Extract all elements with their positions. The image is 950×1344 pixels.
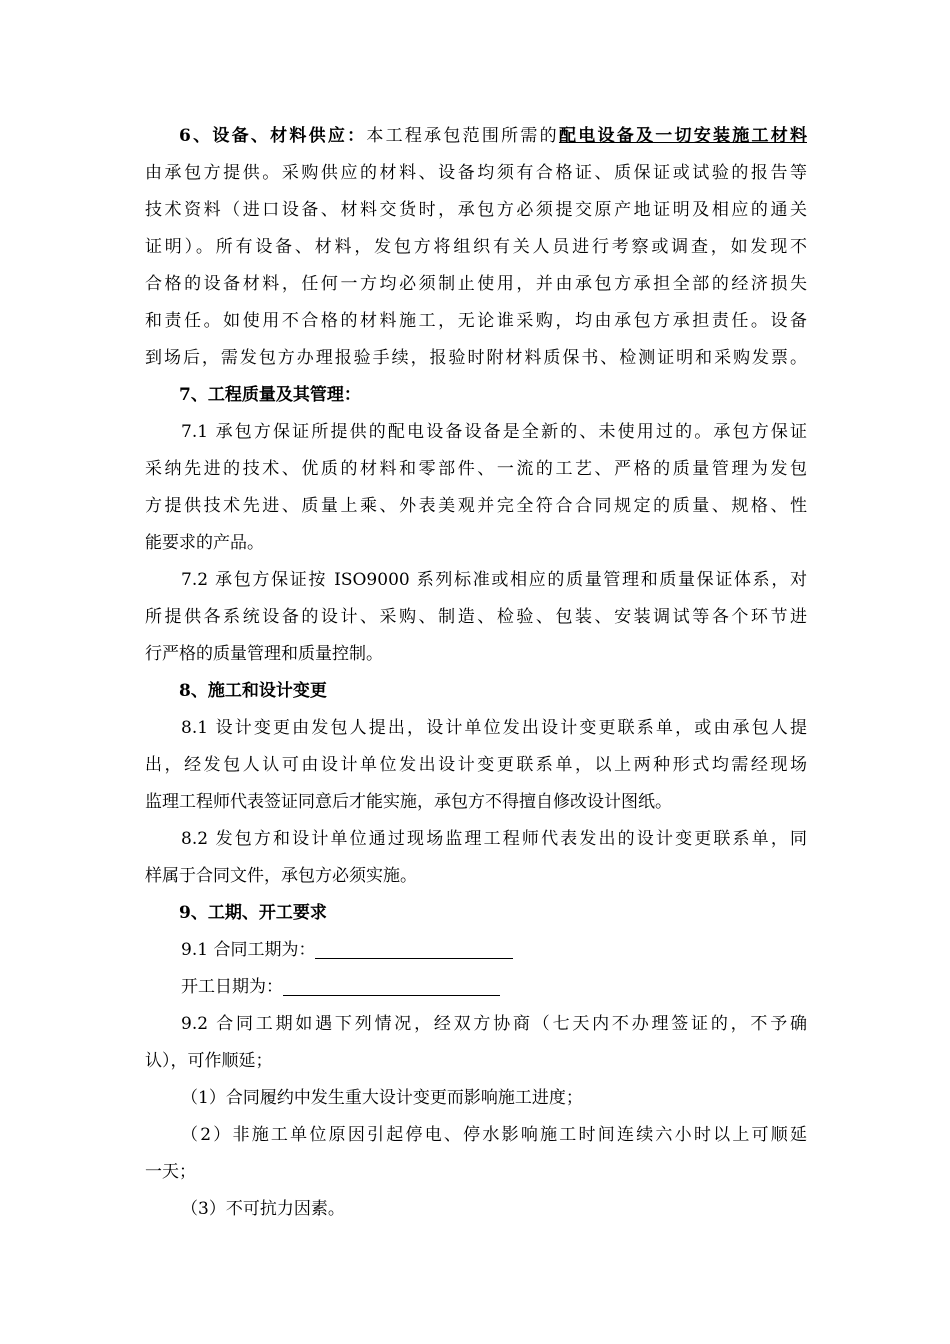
delay-condition-item: （3）不可抗力因素。 [181, 1199, 345, 1219]
sec7-p2-line: 行严格的质量管理和质量控制。 [145, 644, 383, 664]
sec7-title: 7、工程质量及其管理： [179, 385, 361, 405]
sec6-line: 由承包方提供。采购供应的材料、设备均须有合格证、质保证或试验的报告等 [145, 163, 807, 183]
start-date-blank[interactable] [283, 973, 500, 996]
sec8-p1-line: 监理工程师代表签证同意后才能实施，承包方不得擅自修改设计图纸。 [145, 792, 672, 812]
sec7-p1-line: 方提供技术先进、质量上乘、外表美观并完全符合合同规定的质量、规格、性 [145, 496, 807, 516]
sec6-emphasis-text: 配电设备及一切安装施工材料 [558, 126, 807, 146]
sec6-line: 合格的设备材料，任何一方均必须制止使用，并由承包方承担全部的经济损失 [145, 274, 807, 294]
contract-period-blank[interactable] [315, 936, 513, 959]
sec9-p2-line: 9.2 合同工期如遇下列情况，经双方协商（七天内不办理签证的，不予确 [181, 1014, 807, 1034]
sec9-p2-line: 认），可作顺延； [145, 1051, 273, 1071]
contract-period-row [145, 932, 807, 969]
sec7-p1-line: 7.1 承包方保证所提供的配电设备设备是全新的、未使用过的。承包方保证 [181, 422, 807, 442]
delay-condition-item: （2）非施工单位原因引起停电、停水影响施工时间连续六小时以上可顺延 [181, 1125, 807, 1145]
contract-page [145, 118, 807, 1228]
sec8-p2-line: 8.2 发包方和设计单位通过现场监理工程师代表发出的设计变更联系单，同 [181, 829, 807, 849]
delay-condition-item: （1）合同履约中发生重大设计变更而影响施工进度； [181, 1088, 583, 1108]
sec6-intro-text: 本工程承包范围所需的 [366, 126, 559, 146]
sec8-p2-line: 样属于合同文件，承包方必须实施。 [145, 866, 417, 886]
start-date-row [145, 969, 807, 1006]
sec6-line: 技术资料（进口设备、材料交货时，承包方必须提交原产地证明及相应的通关 [145, 200, 807, 220]
sec6-first-line [145, 118, 807, 155]
sec6-title: 6、设备、材料供应： [179, 126, 367, 146]
sec7-p2-line: 7.2 承包方保证按 ISO9000 系列标准或相应的质量管理和质量保证体系，对 [181, 570, 807, 590]
sec7-p2-line: 所提供各系统设备的设计、采购、制造、检验、包装、安装调试等各个环节进 [145, 607, 807, 627]
sec6-line: 到场后，需发包方办理报验手续，报验时附材料质保书、检测证明和采购发票。 [145, 348, 807, 368]
contract-period-label: 9.1 合同工期为： [181, 940, 316, 960]
delay-condition-item-cont: 一天； [145, 1162, 196, 1182]
sec6-line: 和责任。如使用不合格的材料施工，无论谁采购，均由承包方承担责任。设备 [145, 311, 807, 331]
start-date-label: 开工日期为： [181, 977, 283, 997]
sec8-p1-line: 8.1 设计变更由发包人提出，设计单位发出设计变更联系单，或由承包人提 [181, 718, 807, 738]
sec9-title: 9、工期、开工要求 [179, 903, 327, 923]
sec7-p1-line: 采纳先进的技术、优质的材料和零部件、一流的工艺、严格的质量管理为发包 [145, 459, 807, 479]
sec8-p1-line: 出，经发包人认可由设计单位发出设计变更联系单，以上两种形式均需经现场 [145, 755, 807, 775]
sec6-line: 证明）。所有设备、材料，发包方将组织有关人员进行考察或调查，如发现不 [145, 237, 807, 257]
sec7-p1-line: 能要求的产品。 [145, 533, 264, 553]
sec8-title: 8、施工和设计变更 [179, 681, 327, 701]
